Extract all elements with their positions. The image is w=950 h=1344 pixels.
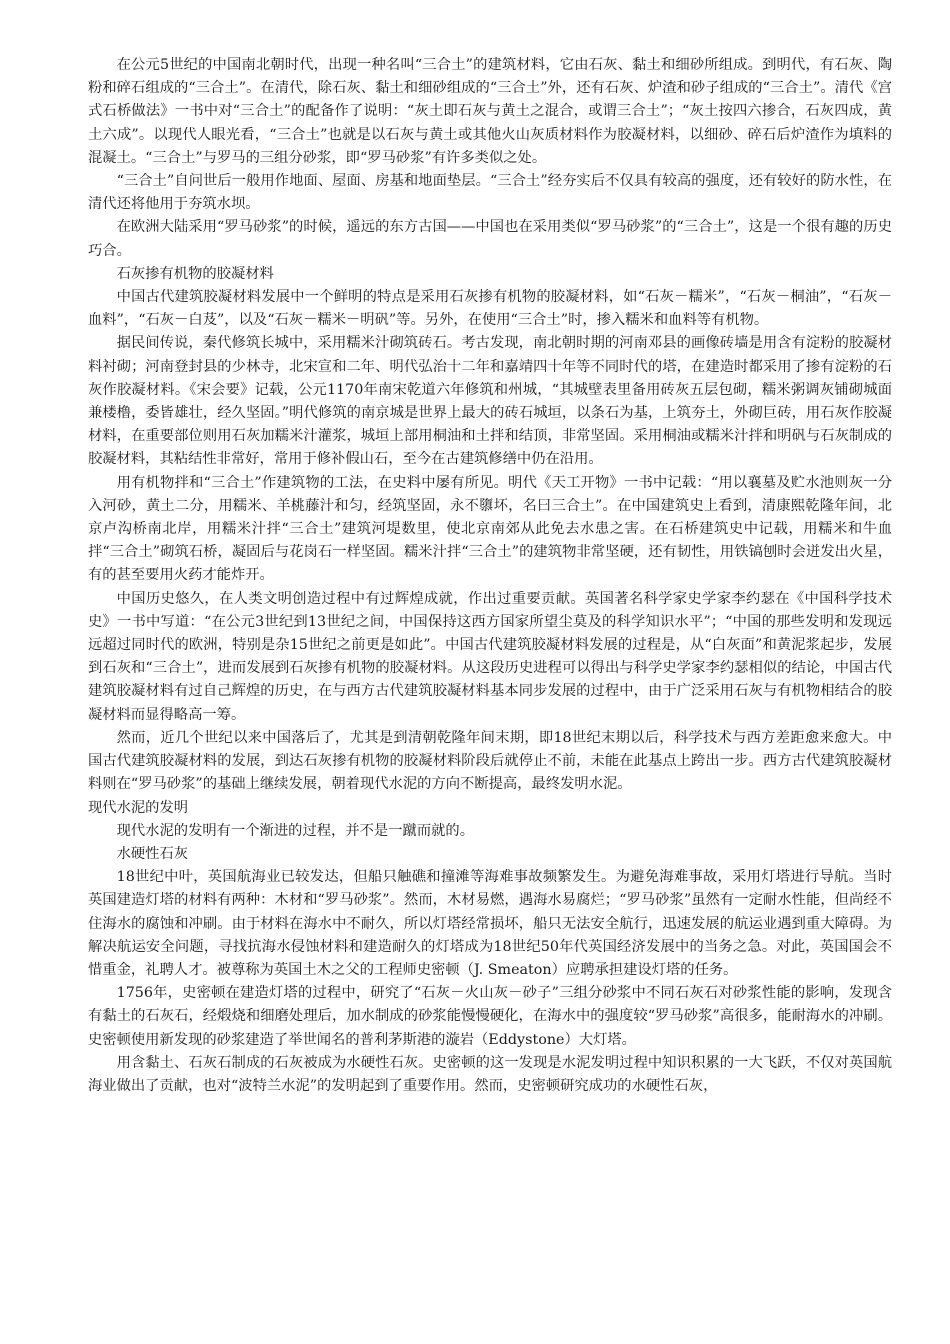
section-heading-lime-organic: 石灰掺有机物的胶凝材料 — [116, 265, 274, 282]
paragraph-gradual-process: 现代水泥的发明有一个渐进的过程，并不是一蹴而就的。 — [116, 822, 475, 839]
section-heading-hydraulic-lime: 水硬性石灰 — [116, 845, 189, 862]
paragraph-historical-coincidence: 在欧洲大陆采用“罗马砂浆”的时候，遥远的东方古国——中国也在采用类似“罗马砂浆”的“三合土”，这是一个很有趣的历史巧合。 — [88, 219, 892, 259]
paragraph-lime-organic-feature: 中国古代建筑胶凝材料发展中一个鲜明的特点是采用石灰掺有机物的胶凝材料，如“石灰－糯米”，“石灰－桐油”，“石灰－血料”，“石灰－白芨”，以及“石灰－糯米－明矾”等。另外，在使用“三合土”时，掺入糯米和血料等有机物。 — [88, 289, 892, 329]
paragraph-sticky-rice-history: 据民间传说，秦代修筑长城中，采用糯米汁砌筑砖石。考古发现，南北朝时期的河南邓县的画像砖墙是用含有淀粉的胶凝材料衬砌；河南登封县的少林寺，北宋宣和二年、明代弘治十二年和嘉靖四十年等不同时代的塔，在建造时都采用了掺有淀粉的石灰作胶凝材料。《宋会要》记载，公元1170年南宋乾道六年修筑和州城，“其城壁表里备用砖灰五层包砌，糯米粥调灰铺砌城面兼楼橹，委皆雄壮，经久坚固。”明代修筑的南京城是世界上最大的砖石城垣，以条石为基，上筑夯土，外砌巨砖，用石灰作胶凝材料，在重要部位则用石灰加糯米汁灌浆，城垣上部用桐油和土拌和结顶，非常坚固。采用桐油或糯米汁拌和明矾与石灰制成的胶凝材料，其粘结性非常好，常用于修补假山石，至今在古建筑修缮中仍在沿用。 — [88, 335, 892, 468]
section-heading-modern-cement: 现代水泥的发明 — [88, 799, 189, 816]
paragraph-organic-sanhetu-records: 用有机物拌和“三合土”作建筑物的工法，在史料中屡有所见。明代《天工开物》一书中记载：“用以襄墓及贮水池则灰一分入河砂，黄土二分，用糯米、羊桃藤汁和匀，经筑坚固，永不隳坏，名曰三合土”。在中国建筑史上看到，清康熙乾隆年间，北京卢沟桥南北岸，用糯米汁拌“三合土”建筑河堤数里，使北京南郊从此免去水患之害。在石桥建筑史中记载，用糯米和牛血拌“三合土”砌筑石桥，凝固后与花岗石一样坚固。糯米汁拌“三合土”的建筑物非常坚硬，还有韧性，用铁镐刨时会迸发出火星，有的甚至要用火药才能炸开。 — [88, 474, 892, 584]
paragraph-hydraulic-lime-significance: 用含黏土、石灰石制成的石灰被成为水硬性石灰。史密顿的这一发现是水泥发明过程中知识积累的一大飞跃，不仅对英国航海业做出了贡献，也对“波特兰水泥”的发明起到了重要作用。然而，史密顿研究成功的水硬性石灰， — [88, 1054, 892, 1094]
paragraph-sanhetu-origin: 在公元5世纪的中国南北朝时代，出现一种名叫“三合土”的建筑材料，它由石灰、黏土和细砂所组成。到明代，有石灰、陶粉和碎石组成的“三合土”。在清代，除石灰、黏土和细砂组成的“三合土”外，还有石灰、炉渣和砂子组成的“三合土”。清代《宫式石桥做法》一书中对“三合土”的配备作了说明：“灰土即石灰与黄土之混合，或谓三合土”；“灰土按四六掺合，石灰四成，黄土六成”。以现代人眼光看，“三合土”也就是以石灰与黄土或其他火山灰质材料作为胶凝材料，以细砂、碎石后炉渣作为填料的混凝土。“三合土”与罗马的三组分砂浆，即“罗马砂浆”有许多类似之处。 — [88, 57, 892, 166]
paragraph-needham-conclusion: 中国历史悠久，在人类文明创造过程中有过辉煌成就，作出过重要贡献。英国著名科学家史学家李约瑟在《中国科学技术史》一书中写道：“在公元3世纪到13世纪之间，中国保持这西方国家所望尘莫及的科学知识水平”；“中国的那些发明和发现远远超过同时代的欧洲，特别是杂15世纪之前更是如此”。中国古代建筑胶凝材料发展的过程是，从“白灰面”和黄泥浆起步，发展到石灰和“三合土”，进而发展到石灰掺有机物的胶凝材料。从这段历史进程可以得出与科学史学家李约瑟相似的结论，中国古代建筑胶凝材料有过自己辉煌的历史，在与西方古代建筑胶凝材料基本同步发展的过程中，由于广泛采用石灰与有机物相结合的胶凝材料而显得略高一筹。 — [88, 590, 892, 723]
paragraph-sanhetu-usage: “三合土”自问世后一般用作地面、屋面、房基和地面垫层。“三合土”经夯实后不仅具有较高的强度，还有较好的防水性，在清代还将他用于夯筑水坝。 — [88, 173, 892, 213]
paragraph-china-falls-behind: 然而，近几个世纪以来中国落后了，尤其是到清朝乾隆年间末期，即18世纪末期以后，科学技术与西方差距愈来愈大。中国古代建筑胶凝材料的发展，到达石灰掺有机物的胶凝材料阶段后就停止不前，未能在此基点上跨出一步。西方古代建筑胶凝材料则在“罗马砂浆”的基础上继续发展，朝着现代水泥的方向不断提高，最终发明水泥。 — [88, 729, 892, 793]
paragraph-smeaton-1756: 1756年，史密顿在建造灯塔的过程中，研究了“石灰－火山灰－砂子”三组分砂浆中不同石灰石对砂浆性能的影响，发现含有黏土的石灰石，经煅烧和细磨处理后，加水制成的砂浆能慢慢硬化，在海水中的强度较“罗马砂浆”高很多，能耐海水的冲刷。史密顿使用新发现的砂浆建造了举世闻名的普利茅斯港的漩岩（Eddystone）大灯塔。 — [88, 985, 892, 1048]
paragraph-lighthouse-problem: 18世纪中叶，英国航海业已较发达，但船只触礁和撞滩等海难事故频繁发生。为避免海难事故，采用灯塔进行导航。当时英国建造灯塔的材料有两种：木材和“罗马砂浆”。然而，木材易燃，遇海水易腐烂；“罗马砂浆”虽然有一定耐水性能，但尚经不住海水的腐蚀和冲刷。由于材料在海水中不耐久，所以灯塔经常损坏，船只无法安全航行，迅速发展的航运业遇到重大障碍。为解决航运安全问题，寻找抗海水侵蚀材料和建造耐久的灯塔成为18世纪50年代英国经济发展中的当务之急。对此，英国国会不惜重金，礼聘人才。被尊称为英国土木之父的工程师史密顿（J. Smeaton）应聘承担建设灯塔的任务。 — [88, 869, 892, 978]
